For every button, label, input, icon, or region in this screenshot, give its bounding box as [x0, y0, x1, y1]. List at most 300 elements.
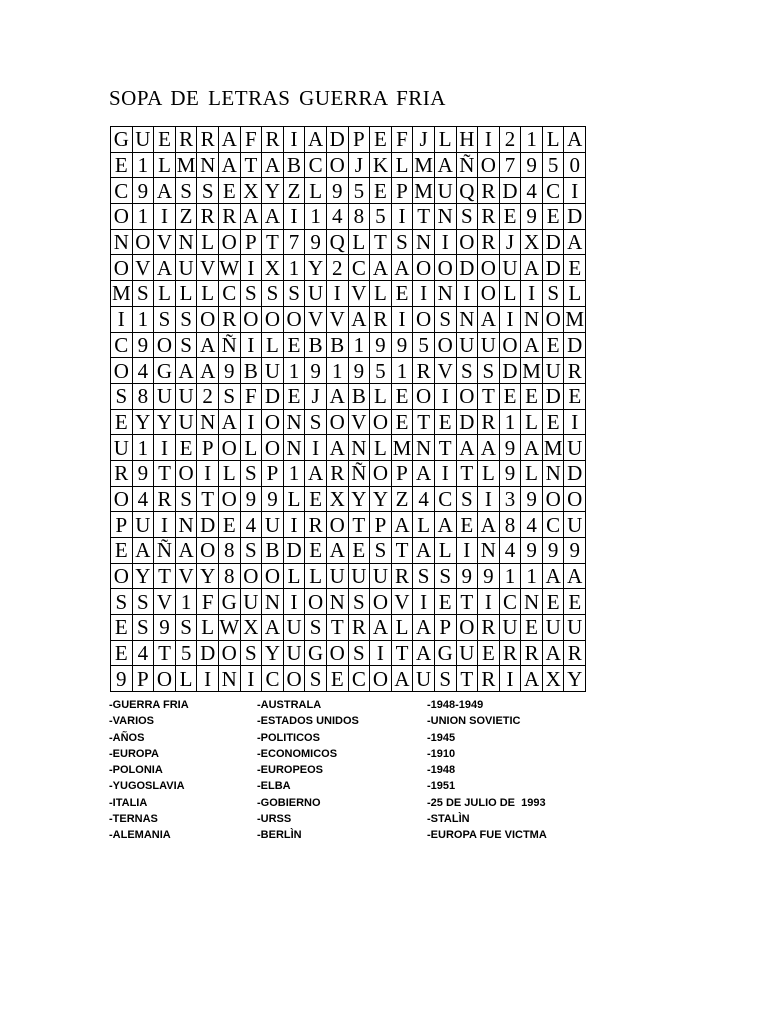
grid-cell: P	[262, 460, 284, 486]
grid-cell: E	[370, 178, 392, 204]
word-list-item: -ALEMANIA	[109, 829, 171, 842]
grid-cell: S	[240, 640, 262, 666]
grid-cell: A	[154, 255, 176, 281]
grid-cell: S	[348, 589, 370, 615]
grid-cell: O	[456, 229, 478, 255]
grid-cell: U	[499, 615, 521, 641]
grid-cell: L	[521, 409, 543, 435]
word-list-item: -POLITICOS	[257, 731, 320, 744]
grid-cell: O	[478, 281, 500, 307]
grid-cell: E	[283, 332, 305, 358]
grid-cell: O	[262, 563, 284, 589]
grid-cell: O	[283, 666, 305, 692]
grid-cell: 7	[499, 152, 521, 178]
grid-cell: Y	[197, 563, 219, 589]
grid-cell: V	[348, 409, 370, 435]
grid-cell: L	[391, 152, 413, 178]
grid-cell: O	[326, 640, 348, 666]
grid-cell: O	[111, 563, 133, 589]
grid-cell: Y	[132, 563, 154, 589]
grid-cell: L	[218, 460, 240, 486]
grid-cell: 4	[413, 486, 435, 512]
grid-cell: K	[370, 152, 392, 178]
grid-cell: I	[478, 127, 500, 153]
grid-cell: 9	[132, 332, 154, 358]
grid-cell: L	[391, 615, 413, 641]
grid-cell: 9	[132, 178, 154, 204]
grid-cell: J	[305, 383, 327, 409]
grid-cell: U	[283, 615, 305, 641]
grid-cell: U	[175, 383, 197, 409]
grid-cell: A	[197, 358, 219, 384]
grid-cell: L	[154, 281, 176, 307]
grid-cell: N	[175, 512, 197, 538]
grid-cell: 4	[521, 512, 543, 538]
grid-cell: L	[434, 538, 456, 564]
grid-cell: I	[283, 512, 305, 538]
grid-cell: S	[370, 538, 392, 564]
grid-cell: I	[478, 486, 500, 512]
word-list-item: -EUROPA	[109, 747, 159, 760]
grid-cell: U	[564, 512, 586, 538]
grid-cell: R	[111, 460, 133, 486]
grid-cell: A	[478, 306, 500, 332]
grid-cell: E	[499, 204, 521, 230]
grid-cell: 9	[521, 486, 543, 512]
grid-cell: N	[111, 229, 133, 255]
grid-cell: I	[197, 666, 219, 692]
grid-cell: A	[391, 666, 413, 692]
grid-cell: R	[391, 563, 413, 589]
grid-cell: E	[391, 409, 413, 435]
grid-cell: D	[283, 538, 305, 564]
grid-cell: I	[434, 460, 456, 486]
grid-cell: 5	[175, 640, 197, 666]
grid-cell: O	[305, 589, 327, 615]
grid-cell: C	[262, 666, 284, 692]
grid-cell: 4	[240, 512, 262, 538]
grid-cell: I	[154, 204, 176, 230]
grid-cell: S	[434, 306, 456, 332]
grid-cell: I	[283, 589, 305, 615]
grid-cell: E	[370, 127, 392, 153]
grid-cell: W	[219, 255, 240, 280]
grid-cell: A	[564, 127, 586, 153]
grid-row	[111, 178, 586, 204]
grid-cell: O	[370, 460, 392, 486]
grid-cell: 1	[326, 358, 348, 384]
grid-cell: L	[283, 563, 305, 589]
grid-cell: 8	[499, 512, 521, 538]
grid-cell: R	[197, 204, 219, 230]
grid-cell: G	[434, 640, 456, 666]
grid-cell: P	[391, 460, 413, 486]
grid-cell: A	[262, 152, 284, 178]
grid-cell: I	[456, 281, 478, 307]
grid-cell: E	[175, 435, 197, 461]
grid-cell: N	[456, 306, 478, 332]
grid-cell: O	[370, 409, 392, 435]
grid-cell: 9	[499, 460, 521, 486]
grid-cell: P	[111, 512, 133, 538]
grid-cell: T	[413, 204, 435, 230]
grid-cell: 1	[305, 204, 327, 230]
grid-cell: A	[434, 152, 456, 178]
grid-cell: T	[240, 152, 262, 178]
grid-cell: H	[456, 127, 478, 153]
grid-cell: T	[413, 409, 435, 435]
grid-cell: A	[218, 409, 240, 435]
grid-cell: A	[521, 255, 543, 281]
grid-cell: O	[111, 358, 133, 384]
grid-cell: Ñ	[456, 152, 478, 178]
grid-cell: E	[521, 383, 543, 409]
grid-cell: D	[564, 204, 586, 230]
grid-cell: N	[218, 666, 240, 692]
grid-cell: A	[326, 383, 348, 409]
grid-cell: E	[564, 383, 586, 409]
grid-cell: L	[197, 615, 219, 641]
grid-cell: Y	[132, 409, 154, 435]
grid-cell: 9	[499, 435, 521, 461]
grid-cell: L	[542, 127, 564, 153]
grid-cell: P	[348, 127, 370, 153]
grid-cell: L	[175, 666, 197, 692]
grid-cell: R	[175, 127, 197, 153]
grid-cell: E	[391, 281, 413, 307]
grid-cell: A	[262, 204, 284, 230]
word-list-item: -EUROPEOS	[257, 764, 324, 777]
grid-cell: O	[542, 306, 564, 332]
grid-row	[111, 306, 586, 332]
grid-cell: L	[197, 281, 219, 307]
grid-cell: R	[564, 358, 586, 384]
grid-cell: E	[434, 409, 456, 435]
grid-cell: N	[283, 409, 305, 435]
grid-cell: N	[326, 589, 348, 615]
grid-cell: U	[564, 615, 586, 641]
grid-cell: U	[413, 666, 435, 692]
grid-cell: X	[542, 666, 564, 692]
grid-cell: E	[564, 255, 586, 281]
grid-row	[111, 589, 586, 615]
grid-cell: R	[499, 640, 521, 666]
grid-cell: W	[219, 615, 240, 640]
grid-cell: 9	[154, 615, 176, 641]
grid-cell: L	[370, 383, 392, 409]
word-list-item: -VARIOS	[109, 715, 155, 728]
grid-cell: U	[154, 383, 176, 409]
grid-cell: Ñ	[218, 332, 240, 358]
grid-cell: O	[240, 563, 262, 589]
grid-row	[111, 666, 586, 692]
grid-cell: P	[197, 435, 219, 461]
grid-cell: O	[326, 152, 348, 178]
grid-cell: A	[391, 255, 413, 281]
grid-cell: R	[154, 486, 176, 512]
grid-cell: M	[111, 281, 131, 306]
grid-cell: O	[542, 486, 564, 512]
grid-cell: B	[348, 383, 370, 409]
grid-cell: U	[542, 358, 564, 384]
word-list-item: -1910	[427, 747, 456, 760]
grid-cell: B	[240, 358, 262, 384]
grid-cell: R	[197, 127, 219, 153]
grid-cell: L	[305, 178, 327, 204]
grid-cell: 9	[564, 538, 586, 564]
grid-cell: S	[456, 204, 478, 230]
grid-cell: I	[521, 281, 543, 307]
grid-cell: S	[175, 332, 197, 358]
grid-cell: I	[197, 460, 219, 486]
grid-cell: O	[111, 204, 133, 230]
grid-cell: F	[240, 127, 262, 153]
grid-row	[111, 615, 586, 641]
grid-cell: O	[111, 486, 133, 512]
grid-cell: M	[543, 435, 563, 460]
grid-cell: I	[240, 666, 262, 692]
grid-cell: J	[348, 152, 370, 178]
grid-cell: S	[197, 178, 219, 204]
grid-cell: I	[370, 640, 392, 666]
grid-cell: D	[197, 640, 219, 666]
grid-cell: E	[305, 486, 327, 512]
grid-cell: R	[218, 204, 240, 230]
grid-cell: 9	[391, 332, 413, 358]
grid-cell: U	[478, 332, 500, 358]
grid-cell: N	[434, 281, 456, 307]
grid-cell: Y	[370, 486, 392, 512]
grid-cell: 5	[370, 358, 392, 384]
grid-cell: E	[218, 178, 240, 204]
grid-cell: 4	[499, 538, 521, 564]
grid-cell: C	[542, 178, 564, 204]
grid-cell: A	[521, 332, 543, 358]
grid-cell: Ñ	[348, 460, 370, 486]
grid-cell: U	[499, 255, 521, 281]
word-list-column-3	[427, 697, 547, 844]
grid-cell: Y	[262, 178, 284, 204]
grid-cell: N	[413, 229, 435, 255]
grid-cell: F	[240, 383, 262, 409]
grid-cell: O	[456, 383, 478, 409]
grid-cell: U	[456, 640, 478, 666]
grid-cell: 9	[218, 358, 240, 384]
grid-cell: A	[478, 435, 500, 461]
grid-cell: B	[262, 538, 284, 564]
grid-cell: C	[348, 666, 370, 692]
grid-cell: 2	[499, 127, 521, 153]
grid-cell: C	[111, 178, 133, 204]
grid-cell: 9	[132, 460, 154, 486]
grid-row	[111, 512, 586, 538]
grid-cell: 8	[218, 563, 240, 589]
grid-cell: N	[175, 229, 197, 255]
grid-cell: L	[197, 229, 219, 255]
grid-cell: L	[283, 486, 305, 512]
grid-cell: V	[154, 229, 176, 255]
grid-cell: O	[197, 538, 219, 564]
grid-cell: 9	[478, 563, 500, 589]
grid-cell: T	[456, 589, 478, 615]
grid-cell: 2	[326, 255, 348, 281]
grid-cell: O	[262, 435, 284, 461]
grid-cell: 4	[326, 204, 348, 230]
grid-cell: 9	[456, 563, 478, 589]
grid-cell: A	[542, 563, 564, 589]
grid-cell: B	[326, 332, 348, 358]
grid-cell: N	[521, 306, 543, 332]
grid-cell: I	[434, 383, 456, 409]
grid-cell: O	[456, 615, 478, 641]
grid-cell: A	[456, 435, 478, 461]
grid-cell: O	[262, 409, 284, 435]
grid-cell: A	[521, 435, 543, 461]
grid-cell: U	[132, 127, 154, 153]
word-list-item: -1948-1949	[427, 699, 484, 711]
grid-cell: B	[305, 332, 327, 358]
grid-cell: E	[111, 152, 133, 178]
grid-cell: O	[218, 486, 240, 512]
grid-cell: L	[434, 127, 456, 153]
grid-cell: 4	[132, 486, 154, 512]
grid-cell: U	[564, 435, 586, 461]
grid-cell: 0	[564, 152, 586, 178]
grid-cell: 1	[283, 460, 305, 486]
grid-cell: E	[542, 332, 564, 358]
grid-cell: L	[262, 332, 284, 358]
grid-cell: Y	[348, 486, 370, 512]
word-list-item: -POLONIA	[109, 764, 163, 777]
grid-cell: R	[564, 640, 586, 666]
grid-cell: 9	[370, 332, 392, 358]
grid-cell: O	[262, 306, 284, 332]
grid-cell: N	[521, 589, 543, 615]
grid-cell: A	[564, 229, 586, 255]
grid-cell: E	[111, 615, 133, 641]
grid-cell: S	[175, 486, 197, 512]
grid-cell: O	[499, 332, 521, 358]
grid-cell: S	[262, 281, 284, 307]
grid-cell: T	[326, 615, 348, 641]
grid-cell: 9	[542, 538, 564, 564]
grid-cell: B	[283, 152, 305, 178]
grid-cell: I	[456, 538, 478, 564]
grid-cell: I	[305, 435, 327, 461]
grid-cell: O	[434, 255, 456, 281]
grid-cell: N	[478, 538, 500, 564]
grid-cell: I	[154, 435, 176, 461]
grid-row	[111, 204, 586, 230]
grid-cell: 9	[521, 204, 543, 230]
grid-cell: E	[218, 512, 240, 538]
grid-cell: R	[348, 615, 370, 641]
grid-cell: O	[413, 255, 435, 281]
grid-cell: L	[521, 460, 543, 486]
word-list-item: -GUERRA FRIA	[109, 699, 189, 711]
grid-cell: A	[305, 127, 327, 153]
grid-cell: 9	[326, 178, 348, 204]
grid-cell: 1	[132, 435, 154, 461]
grid-cell: L	[370, 435, 392, 461]
grid-cell: N	[262, 589, 284, 615]
grid-cell: G	[218, 589, 240, 615]
grid-cell: U	[305, 281, 327, 307]
grid-cell: F	[197, 589, 219, 615]
grid-cell: O	[370, 589, 392, 615]
word-list-item: -BERLÌN	[257, 829, 302, 842]
grid-cell: N	[434, 204, 456, 230]
grid-cell: X	[326, 486, 348, 512]
grid-cell: R	[326, 460, 348, 486]
grid-cell: S	[111, 383, 133, 409]
grid-cell: S	[240, 281, 262, 307]
grid-cell: O	[132, 229, 154, 255]
grid-cell: T	[391, 640, 413, 666]
grid-cell: R	[478, 409, 500, 435]
grid-cell: I	[564, 409, 586, 435]
grid-cell: P	[391, 178, 413, 204]
grid-cell: I	[240, 409, 262, 435]
grid-cell: M	[176, 153, 196, 178]
word-list-column-1	[109, 697, 189, 844]
grid-cell: Z	[391, 486, 413, 512]
grid-cell: I	[434, 229, 456, 255]
grid-cell: T	[197, 486, 219, 512]
grid-cell: S	[175, 615, 197, 641]
grid-cell: C	[542, 512, 564, 538]
grid-cell: N	[283, 435, 305, 461]
grid-cell: S	[348, 640, 370, 666]
grid-cell: E	[111, 640, 133, 666]
grid-cell: D	[542, 255, 564, 281]
grid-cell: R	[478, 229, 500, 255]
grid-cell: O	[478, 152, 500, 178]
grid-cell: X	[240, 615, 262, 641]
page-title: SOPA DE LETRAS GUERRA FRIA	[109, 86, 446, 110]
grid-row	[111, 358, 586, 384]
grid-row	[111, 409, 586, 435]
grid-cell: O	[197, 306, 219, 332]
grid-cell: I	[283, 204, 305, 230]
grid-cell: 8	[218, 538, 240, 564]
grid-cell: A	[521, 666, 543, 692]
grid-cell: Y	[305, 255, 327, 281]
word-list-item: -GOBIERNO	[257, 796, 321, 809]
grid-cell: V	[326, 306, 348, 332]
grid-cell: 4	[132, 640, 154, 666]
grid-cell: D	[456, 255, 478, 281]
grid-cell: A	[326, 435, 348, 461]
grid-cell: 1	[348, 332, 370, 358]
grid-cell: 1	[132, 204, 154, 230]
word-list-item: -1951	[427, 780, 456, 793]
grid-cell: O	[240, 306, 262, 332]
grid-cell: A	[370, 615, 392, 641]
grid-cell: O	[434, 332, 456, 358]
word-list-item: -URSS	[257, 813, 292, 826]
grid-cell: Y	[262, 640, 284, 666]
grid-cell: N	[413, 435, 435, 461]
grid-cell: O	[283, 306, 305, 332]
grid-cell: S	[154, 306, 176, 332]
grid-cell: I	[413, 281, 435, 307]
grid-cell: P	[240, 229, 262, 255]
grid-cell: 1	[132, 306, 154, 332]
grid-cell: E	[478, 640, 500, 666]
grid-cell: 1	[499, 563, 521, 589]
grid-cell: A	[413, 538, 435, 564]
